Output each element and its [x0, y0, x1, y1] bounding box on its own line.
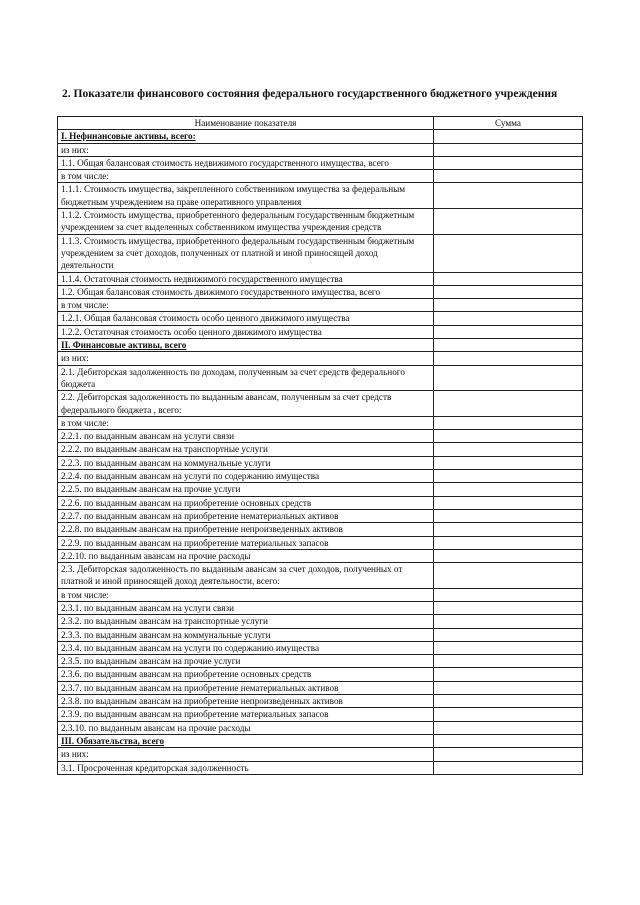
table-row	[58, 588, 583, 601]
table-row	[58, 183, 583, 209]
sum-cell[interactable]	[434, 761, 583, 774]
section-title: 2. Показатели финансового состояния федерального государственного бюджетного учреждения	[62, 88, 558, 100]
table-row	[58, 285, 583, 298]
sum-cell[interactable]	[434, 352, 583, 365]
sum-cell[interactable]	[434, 668, 583, 681]
table-row	[58, 523, 583, 536]
indicator-name-cell: 2.3.8. по выданным авансам на приобретение непроизведенных активов	[58, 695, 434, 708]
table-row	[58, 430, 583, 443]
sum-cell[interactable]	[434, 536, 583, 549]
indicator-name-cell: в том числе:	[58, 170, 434, 183]
sum-cell[interactable]	[434, 325, 583, 338]
table-header-row	[58, 117, 583, 130]
header-sum: Сумма	[434, 117, 583, 130]
sum-cell[interactable]	[434, 430, 583, 443]
table-row	[58, 170, 583, 183]
sum-cell[interactable]	[434, 681, 583, 694]
table-row	[58, 748, 583, 761]
indicator-name-cell: из них:	[58, 748, 434, 761]
table-row	[58, 549, 583, 562]
sum-cell[interactable]	[434, 734, 583, 747]
table-row	[58, 234, 583, 272]
indicator-name-cell: 2.3. Дебиторская задолженность по выданным авансам за счет доходов, полученных от платной и иной приносящей доход деятельности, всего:	[58, 563, 434, 589]
sum-cell[interactable]	[434, 312, 583, 325]
sum-cell[interactable]	[434, 641, 583, 654]
indicator-name-cell: 1.1.4. Остаточная стоимость недвижимого государственного имущества	[58, 272, 434, 285]
sum-cell[interactable]	[434, 601, 583, 614]
table-row	[58, 299, 583, 312]
indicator-name-cell: 2.3.6. по выданным авансам на приобретение основных средств	[58, 668, 434, 681]
table-row	[58, 509, 583, 522]
table-row	[58, 721, 583, 734]
indicator-name-cell: 2.2.10. по выданным авансам на прочие расходы	[58, 549, 434, 562]
indicator-name-cell: 2.2.2. по выданным авансам на транспортные услуги	[58, 443, 434, 456]
table-row	[58, 443, 583, 456]
indicator-name-cell: 2.2. Дебиторская задолженность по выданным авансам, полученным за счет средств федерального бюджета , всего:	[58, 391, 434, 417]
table-row	[58, 761, 583, 774]
sum-cell[interactable]	[434, 588, 583, 601]
sum-cell[interactable]	[434, 456, 583, 469]
table-row	[58, 695, 583, 708]
sum-cell[interactable]	[434, 721, 583, 734]
indicator-name-cell: в том числе:	[58, 299, 434, 312]
table-row	[58, 130, 583, 143]
indicator-name-cell: 2.2.5. по выданным авансам на прочие услуги	[58, 483, 434, 496]
indicator-name-cell: 2.2.4. по выданным авансам на услуги по содержанию имущества	[58, 470, 434, 483]
indicator-name-cell: 2.3.4. по выданным авансам на услуги по содержанию имущества	[58, 641, 434, 654]
indicator-name-cell: в том числе:	[58, 588, 434, 601]
table-row	[58, 496, 583, 509]
table-row	[58, 352, 583, 365]
indicator-name-cell: 2.2.9. по выданным авансам на приобретение материальных запасов	[58, 536, 434, 549]
indicator-name-cell: 2.2.7. по выданным авансам на приобретение нематериальных активов	[58, 509, 434, 522]
sum-cell[interactable]	[434, 183, 583, 209]
sum-cell[interactable]	[434, 391, 583, 417]
sum-cell[interactable]	[434, 695, 583, 708]
table-row	[58, 681, 583, 694]
sum-cell[interactable]	[434, 615, 583, 628]
sum-cell[interactable]	[434, 170, 583, 183]
indicator-name-cell: из них:	[58, 143, 434, 156]
sum-cell[interactable]	[434, 339, 583, 352]
indicator-name-cell: 2.2.1. по выданным авансам на услуги связи	[58, 430, 434, 443]
table-row	[58, 365, 583, 391]
indicator-name-cell: из них:	[58, 352, 434, 365]
sum-cell[interactable]	[434, 563, 583, 589]
sum-cell[interactable]	[434, 156, 583, 169]
sum-cell[interactable]	[434, 509, 583, 522]
sum-cell[interactable]	[434, 628, 583, 641]
table-row	[58, 143, 583, 156]
indicator-name-cell: в том числе:	[58, 416, 434, 429]
indicator-name-cell: 1.1.1. Стоимость имущества, закрепленного собственником имущества за федеральным бюджетным учреждением на праве оперативного управления	[58, 183, 434, 209]
table-row	[58, 563, 583, 589]
indicator-name-cell: 1.2.2. Остаточная стоимость особо ценного движимого имущества	[58, 325, 434, 338]
sum-cell[interactable]	[434, 443, 583, 456]
indicator-name-cell: II. Финансовые активы, всего	[58, 339, 434, 352]
sum-cell[interactable]	[434, 272, 583, 285]
indicator-name-cell: 3.1. Просроченная кредиторская задолженность	[58, 761, 434, 774]
sum-cell[interactable]	[434, 143, 583, 156]
sum-cell[interactable]	[434, 496, 583, 509]
sum-cell[interactable]	[434, 655, 583, 668]
indicator-name-cell: 2.3.10. по выданным авансам на прочие расходы	[58, 721, 434, 734]
table-row	[58, 456, 583, 469]
indicator-name-cell: 2.3.1. по выданным авансам на услуги связи	[58, 601, 434, 614]
sum-cell[interactable]	[434, 285, 583, 298]
indicator-name-cell: 1.2.1. Общая балансовая стоимость особо ценного движимого имущества	[58, 312, 434, 325]
indicator-name-cell: 1.2. Общая балансовая стоимость движимого государственного имущества, всего	[58, 285, 434, 298]
sum-cell[interactable]	[434, 708, 583, 721]
table-row	[58, 483, 583, 496]
table-row	[58, 615, 583, 628]
table-row	[58, 628, 583, 641]
table-row	[58, 601, 583, 614]
table-row	[58, 536, 583, 549]
indicator-name-cell: 2.3.5. по выданным авансам на прочие услуги	[58, 655, 434, 668]
indicator-name-cell: 2.3.7. по выданным авансам на приобретение нематериальных активов	[58, 681, 434, 694]
table-row	[58, 391, 583, 417]
table-row	[58, 655, 583, 668]
indicator-name-cell: III. Обязательства, всего	[58, 734, 434, 747]
table-row	[58, 272, 583, 285]
table-row	[58, 470, 583, 483]
indicator-name-cell: 2.3.9. по выданным авансам на приобретение материальных запасов	[58, 708, 434, 721]
table-row	[58, 209, 583, 235]
table-row	[58, 641, 583, 654]
header-indicator-name: Наименование показателя	[58, 117, 434, 130]
indicator-name-cell: 2.3.2. по выданным авансам на транспортные услуги	[58, 615, 434, 628]
table-body	[58, 130, 583, 775]
table-row	[58, 668, 583, 681]
sum-cell[interactable]	[434, 748, 583, 761]
table-row	[58, 339, 583, 352]
table-row	[58, 416, 583, 429]
sum-cell[interactable]	[434, 523, 583, 536]
sum-cell[interactable]	[434, 234, 583, 272]
indicator-name-cell: 1.1.3. Стоимость имущества, приобретенного федеральным государственным бюджетным учреждением за счет доходов, полученных от платной и иной приносящей доход деятельности	[58, 234, 434, 272]
indicator-name-cell: 2.3.3. по выданным авансам на коммунальные услуги	[58, 628, 434, 641]
indicator-name-cell: 2.1. Дебиторская задолженность по доходам, полученным за счет средств федерального бюджета	[58, 365, 434, 391]
indicator-name-cell: 1.1. Общая балансовая стоимость недвижимого государственного имущества, всего	[58, 156, 434, 169]
sum-cell[interactable]	[434, 549, 583, 562]
indicator-name-cell: 1.1.2. Стоимость имущества, приобретенного федеральным государственным бюджетным учреждением за счет выделенных собственником имущества учреждения средств	[58, 209, 434, 235]
sum-cell[interactable]	[434, 209, 583, 235]
sum-cell[interactable]	[434, 483, 583, 496]
table-row	[58, 708, 583, 721]
table-row	[58, 325, 583, 338]
financial-indicators-table	[57, 116, 583, 775]
sum-cell[interactable]	[434, 416, 583, 429]
sum-cell[interactable]	[434, 365, 583, 391]
sum-cell[interactable]	[434, 130, 583, 143]
sum-cell[interactable]	[434, 470, 583, 483]
indicator-name-cell: I. Нефинансовые активы, всего:	[58, 130, 434, 143]
sum-cell[interactable]	[434, 299, 583, 312]
indicator-name-cell: 2.2.3. по выданным авансам на коммунальные услуги	[58, 456, 434, 469]
indicator-name-cell: 2.2.8. по выданным авансам на приобретение непроизведенных активов	[58, 523, 434, 536]
indicator-name-cell: 2.2.6. по выданным авансам на приобретение основных средств	[58, 496, 434, 509]
table-row	[58, 156, 583, 169]
table-row	[58, 312, 583, 325]
table-row	[58, 734, 583, 747]
